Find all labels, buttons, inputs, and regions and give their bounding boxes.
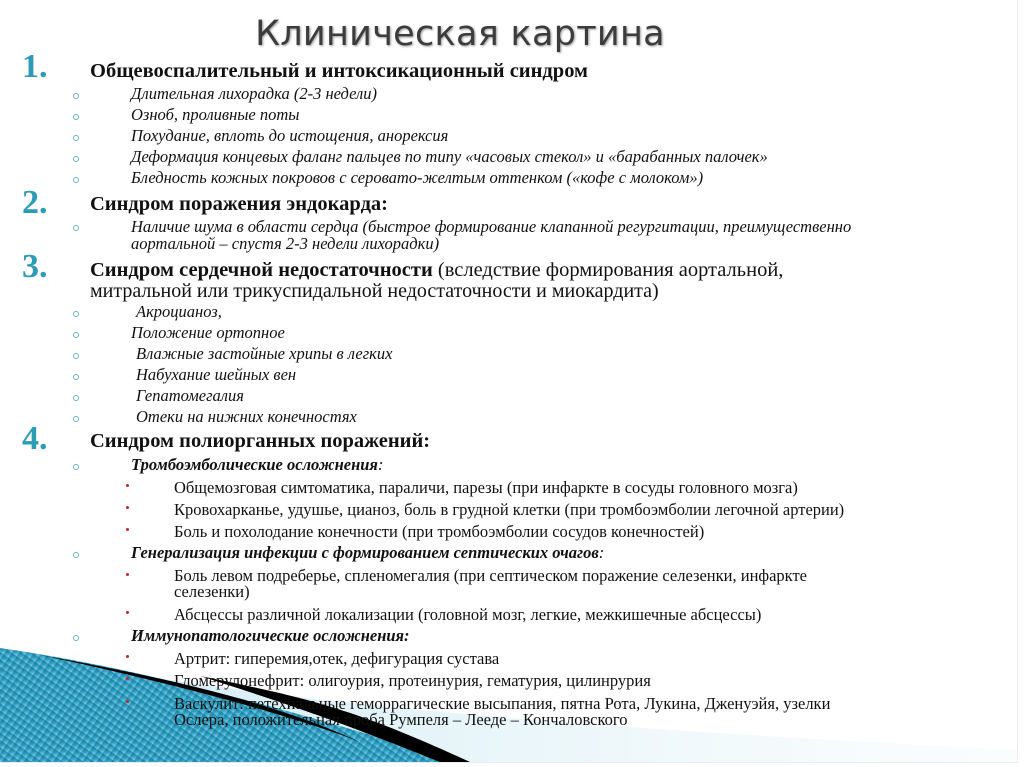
list-item: Артрит: гиперемия,отек, дефигурация сустава [174, 649, 500, 668]
circle-bullet-icon [73, 332, 79, 338]
circle-bullet-icon [73, 156, 79, 162]
sub-item: Отеки на нижних конечностях [136, 407, 357, 426]
section-heading-bold: Синдром сердечной недостаточности [90, 259, 433, 281]
sub-item: Акроцианоз, [136, 302, 222, 321]
section-number: 1. [22, 48, 48, 85]
sub-item: Длительная лихорадка (2-3 недели) [131, 84, 377, 103]
slide-title: Клиническая картина [255, 14, 665, 54]
circle-bullet-icon [73, 135, 79, 141]
list-item: Боль левом подреберье, спленомегалия (при септическом поражение селезенки, инфаркте [174, 566, 807, 585]
red-bullet-icon [126, 573, 129, 576]
sub-item: Наличие шума в области сердца (быстрое формирование клапанной регургитации, преимущественно [131, 217, 852, 236]
circle-bullet-icon [73, 177, 79, 183]
red-bullet-icon [126, 655, 129, 658]
group-label: Иммунопатологические осложнения: [131, 626, 410, 645]
section-heading-rest: (вследствие формирования аортальной, [432, 259, 784, 281]
sub-item: Набухание шейных вен [136, 365, 297, 384]
circle-bullet-icon [73, 374, 79, 380]
section-heading [90, 260, 783, 281]
list-item-continuation: селезенки) [174, 582, 250, 601]
circle-bullet-icon [73, 114, 79, 120]
group-label: Генерализация инфекции с формированием септических очагов: [131, 543, 605, 562]
red-bullet-icon [126, 506, 129, 509]
red-bullet-icon [126, 611, 129, 614]
group-label: Тромбоэмболические осложнения: [131, 455, 384, 474]
red-bullet-icon [126, 677, 129, 680]
sub-item: Бледность кожных покровов с серовато-желтым оттенком («кофе с молоком») [131, 168, 704, 187]
red-bullet-icon [126, 700, 129, 703]
circle-bullet-icon [73, 93, 79, 99]
sub-item: Гепатомегалия [136, 386, 244, 405]
section-heading: Синдром полиорганных поражений: [90, 430, 431, 452]
circle-bullet-icon [73, 552, 79, 558]
list-item: Боль и похолодание конечности (при тромбоэмболии сосудов конечностей) [174, 522, 705, 541]
section-number: 4. [22, 420, 48, 457]
sub-item-continuation: аортальной – спустя 2-3 недели лихорадки) [131, 234, 440, 253]
circle-bullet-icon [73, 395, 79, 401]
sub-item: Похудание, вплоть до истощения, анорексия [131, 126, 449, 145]
sub-item: Влажные застойные хрипы в легких [136, 344, 393, 363]
list-item: Гломерулонефрит: олигоурия, протеинурия, гематурия, цилинрурия [174, 671, 651, 690]
sub-item: Положение ортопное [131, 323, 285, 342]
circle-bullet-icon [73, 464, 79, 470]
circle-bullet-icon [73, 225, 79, 231]
circle-bullet-icon [73, 311, 79, 317]
list-item: Общемозговая симтоматика, параличи, парезы (при инфаркте в сосуды головного мозга) [174, 478, 798, 497]
sub-item: Деформация концевых фаланг пальцев по типу «часовых стекол» и «барабанных палочек» [131, 147, 768, 166]
section-heading: Общевоспалительный и интоксикационный синдром [90, 60, 589, 82]
section-heading: Синдром поражения эндокарда: [90, 193, 389, 215]
red-bullet-icon [126, 484, 129, 487]
section-number: 2. [22, 184, 48, 221]
circle-bullet-icon [73, 635, 79, 641]
sub-item: Озноб, проливные поты [131, 105, 300, 124]
circle-bullet-icon [73, 353, 79, 359]
section-number: 3. [22, 248, 48, 285]
circle-bullet-icon [73, 416, 79, 422]
list-item-continuation: Ослера, положительная проба Румпеля – Лееде – Кончаловского [174, 710, 628, 729]
list-item: Абсцессы различной локализации (головной мозг, легкие, межкишечные абсцессы) [174, 605, 762, 624]
section-heading-line2: митральной или трикуспидальной недостаточности и миокардита) [90, 280, 659, 302]
red-bullet-icon [126, 528, 129, 531]
list-item: Кровохарканье, удушье, цианоз, боль в грудной клетки (при тромбоэмболии легочной артерии) [174, 500, 845, 519]
list-item: Васкулит: петехиальные геморрагические высыпания, пятна Рота, Лукина, Дженуэйя, узелки [174, 694, 831, 713]
